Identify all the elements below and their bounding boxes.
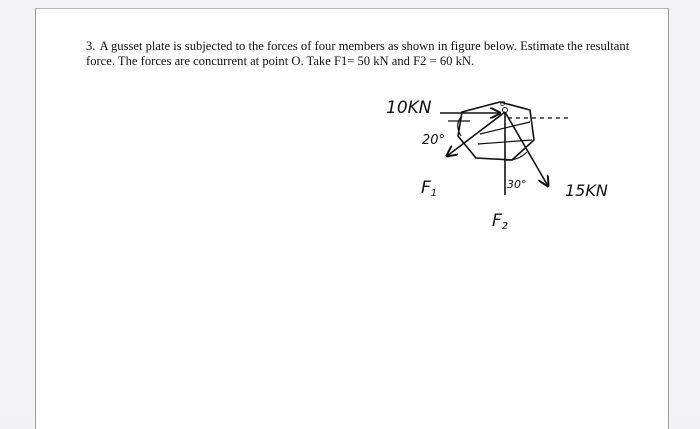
f1-label: F1 bbox=[421, 178, 438, 199]
force-10kn-label: 10KN bbox=[386, 98, 432, 118]
gusset-plate bbox=[458, 102, 534, 160]
angle-20-label: 20° bbox=[422, 133, 446, 148]
angle-30-label: 30° bbox=[507, 178, 527, 191]
force-f1-line bbox=[447, 112, 505, 156]
question-body: A gusset plate is subjected to the forces of four members as shown in figure below. Estimate the resultant force. The forces are concurrent at point O. Take F1= 50 kN and F2 = 60 kN. bbox=[86, 39, 630, 68]
question-number: 3. bbox=[86, 39, 96, 53]
force-15kn-label: 15KN bbox=[565, 181, 608, 200]
point-o-label: o bbox=[500, 99, 506, 109]
f2-label: F2 bbox=[492, 211, 509, 232]
